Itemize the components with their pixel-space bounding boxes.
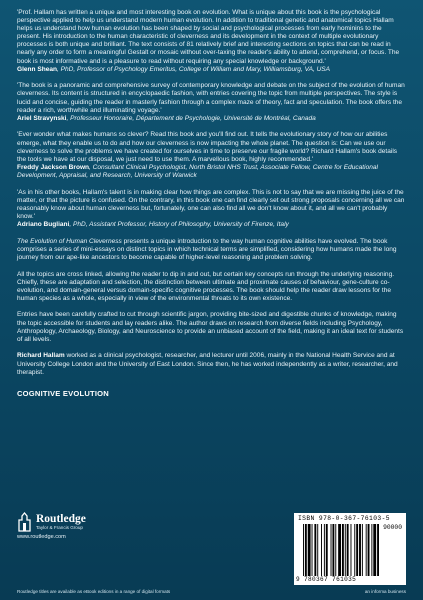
publisher-subline: Taylor & Francis Group xyxy=(36,524,83,530)
isbn-label: ISBN 978-0-367-76103-5 xyxy=(298,515,390,522)
author-bio-text: worked as a clinical psychologist, researcher, and lecturer until 2006, mainly in the National Health Service and at University College London and the University of East London. Since then, he has worked independently as a writer, researcher, and therapist. xyxy=(17,352,398,376)
endorser-credentials: , PhD, Professor of Psychology Emeritus, College of William and Mary, Williamsburg, VA, USA xyxy=(57,65,331,73)
quote-text: 'Prof. Hallam has written a unique and most interesting book on evolution. What is unique about this book is the psychological perspective applied to help us understand modern human evolution. In addition to traditional genetic and anatomical topics Hallam helps us understand how human evolution has been shaped by social and psychological processes from early hominins to the present. His introduction to the human characteristic of cleverness and its development in the context of multiple evolutionary processes is both unique and brilliant. The text consists of 81 relatively brief and interesting sections on topics that can be read in nearly any order to form a meaningful Gestalt or mosaic without over-taxing the reader's ability to attend, comprehend, or focus. The book is most informative and is a pleasure to read without requiring any special knowledge or background.' xyxy=(17,9,400,65)
publisher-website[interactable]: www.routledge.com xyxy=(17,534,66,540)
footer-informa: an informa business xyxy=(364,589,406,594)
endorsement-quote-3 xyxy=(17,131,406,180)
quote-text: 'The book is a panoramic and comprehensive survey of contemporary knowledge and debate on the subject of the evolution of human cleverness. Its content is structured in encyclopaedic fashion, with entries covering the topic from multiple perspectives. The style is lucid and concise, guiding the reader in masterly fashion through a complex maze of theory, fact and speculation. The book offers the reader a rich, worthwhile and illuminating voyage.' xyxy=(17,82,405,114)
endorser-name: Adriano Bugliani xyxy=(17,220,70,228)
endorser-name: Ariel Stravynski xyxy=(17,114,67,122)
routledge-tower-icon xyxy=(17,512,32,532)
endorser-credentials: , Professeur Honoraire, Département de Psychologie, Université de Montréal, Canada xyxy=(66,114,316,122)
quote-attribution xyxy=(17,115,406,123)
endorser-name: Glenn Shean xyxy=(17,65,58,73)
endorser-name: Freddy Jackson Brown xyxy=(17,163,90,171)
publisher-text xyxy=(36,514,86,531)
description-paragraph-2: Entries have been carefully crafted to cut through scientific jargon, providing bite-sized and digestible chunks of knowledge, making the topic accessible for students and lay readers alike. The author draws on research from diverse fields including Psychology, Anthropology, Archaeology, Biology, and Neuroscience to provide an unbiased account of the field, making it an ideal text for students of all levels. xyxy=(17,311,404,343)
author-bio xyxy=(17,352,406,376)
quote-attribution xyxy=(17,66,406,74)
endorser-credentials: , Consultant Clinical Psychologist, North Bristol NHS Trust, Associate Fellow, Centre for Educational Development, Appraisal, and Research, University of Warwick xyxy=(17,163,378,179)
isbn-barcode-block xyxy=(294,513,406,585)
quote-attribution xyxy=(17,164,406,180)
endorsement-quote-2 xyxy=(17,82,406,122)
book-title: The Evolution of Human Cleverness xyxy=(17,237,122,245)
quote-attribution xyxy=(17,221,406,229)
publisher-block xyxy=(17,512,167,540)
description-paragraph-1: All the topics are cross linked, allowing the reader to dip in and out, but certain key concepts run through the underlying reasoning. Chiefly, these are adaptation and selection, the distinction between ultimate and proximate causes of behaviour, gene-culture co-evolution, and domain-general versus domain-specific cognitive processes. The book should help the reader draw lessons for the human species as a whole, especially in view of the environmental threats to its own existence. xyxy=(17,270,395,302)
bottom-band xyxy=(17,512,406,594)
intro-text: presents a unique introduction to the way human cognitive abilities have evolved. The book comprises a series of mini-essays on distinct topics in which technical terms are simplified, considering how humans made the long journey from our ape-like ancestors to become capable of higher-level reasoning and problem solving. xyxy=(17,237,397,261)
footer-ebook-note: Routledge titles are available as eBook editions in a range of digital formats xyxy=(17,589,171,594)
barcode xyxy=(302,524,402,576)
barcode-digits: 9 780367 761035 xyxy=(296,576,357,583)
publisher-name: Routledge xyxy=(36,512,86,525)
price-code: 90000 xyxy=(383,524,402,531)
quote-text: 'Ever wonder what makes humans so clever? Read this book and you'll find out. It tells the evolutionary story of how our abilities emerge, what they enable us to do and how our cleverness is now impacting the whole planet. The question is: Can we use our cleverness to solve the problems we have created for ourselves in time to preserve our fragile world? Richard Hallam's book details the tools we have at our disposal, we just need to use them. A marvellous book, highly recommended.' xyxy=(17,131,398,163)
endorser-credentials: , PhD, Assistant Professor, History of Philosophy, University of Firenze, Italy xyxy=(69,220,289,228)
endorsement-quote-1 xyxy=(17,9,406,74)
author-name: Richard Hallam xyxy=(17,352,65,360)
book-introduction xyxy=(17,238,406,262)
quote-text: 'As in his other books, Hallam's talent is in making clear how things are complex. This is not to say that we are missing the juice of the matter, or that the picture is confused. On the contrary, in this book one can find clearly set out strong proposals concerning all we can reasonably know about human cleverness but, fortunately, one can also find all we don't know about it, and all we can't probably know.' xyxy=(17,188,405,220)
publisher-logo xyxy=(17,512,167,532)
series-label: COGNITIVE EVOLUTION xyxy=(17,388,109,398)
endorsement-quote-4 xyxy=(17,189,406,229)
footer xyxy=(17,589,406,594)
